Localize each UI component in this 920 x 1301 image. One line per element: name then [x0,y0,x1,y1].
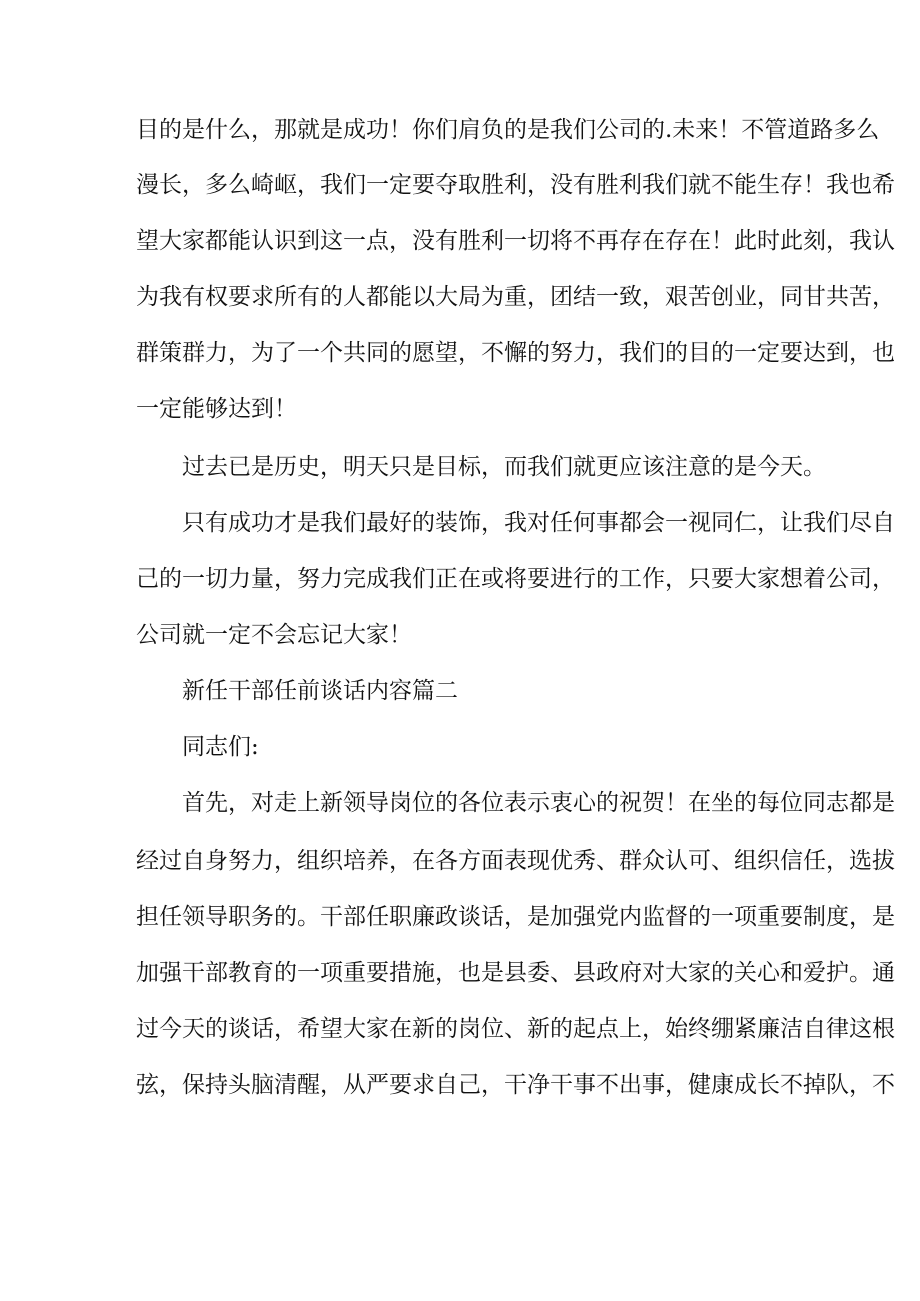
section-heading: 新任干部任前谈话内容篇二 [182,678,458,704]
paragraph-4-line-3: 担任领导职务的。干部任职廉政谈话，是加强党内监督的一项重要制度，是 [136,904,895,930]
paragraph-3-line-3: 公司就一定不会忘记大家！ [136,622,412,648]
paragraph-1-line-1: 目的是什么，那就是成功！你们肩负的是我们公司的.未来！不管道路多么 [136,117,880,143]
paragraph-4-line-4: 加强干部教育的一项重要措施，也是县委、县政府对大家的关心和爱护。通 [136,960,895,986]
paragraph-1-line-2: 漫长，多么崎岖，我们一定要夺取胜利，没有胜利我们就不能生存！我也希 [136,172,895,198]
paragraph-4-line-5: 过今天的谈话，希望大家在新的岗位、新的起点上，始终绷紧廉洁自律这根 [136,1016,895,1042]
paragraph-2-line-1: 过去已是历史，明天只是目标，而我们就更应该注意的是今天。 [182,454,826,480]
paragraph-4-line-1: 首先，对走上新领导岗位的各位表示衷心的祝贺！在坐的每位同志都是 [182,790,895,816]
paragraph-3-line-1: 只有成功才是我们最好的装饰，我对任何事都会一视同仁，让我们尽自 [182,510,895,536]
salutation: 同志们: [182,734,259,760]
paragraph-3-line-2: 己的一切力量，努力完成我们正在或将要进行的工作，只要大家想着公司， [136,566,895,592]
paragraph-1-line-5: 群策群力，为了一个共同的愿望，不懈的努力，我们的目的一定要达到，也 [136,340,895,366]
paragraph-1-line-4: 为我有权要求所有的人都能以大局为重，团结一致，艰苦创业，同甘共苦， [136,284,895,310]
paragraph-4-line-6: 弦，保持头脑清醒，从严要求自己，干净干事不出事，健康成长不掉队，不 [136,1072,895,1098]
paragraph-1-line-6: 一定能够达到！ [136,396,297,422]
paragraph-1-line-3: 望大家都能认识到这一点，没有胜利一切将不再存在存在！此时此刻，我认 [136,228,895,254]
paragraph-4-line-2: 经过自身努力，组织培养，在各方面表现优秀、群众认可、组织信任，选拔 [136,848,895,874]
